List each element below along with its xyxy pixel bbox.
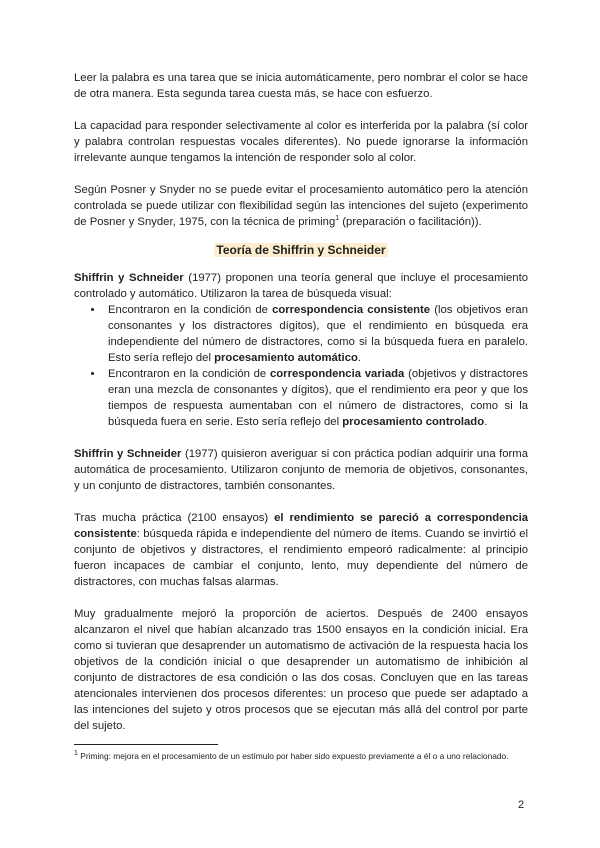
bullet-bold: correspondencia variada (269, 368, 405, 380)
footnote (74, 750, 528, 763)
footnote-text: Priming: mejora en el procesamiento de un estímulo por haber sido expuesto previamente a él o a uno relacionado. (77, 751, 509, 761)
bullet-text: (objetivos y distractores eran una mezcla de consonantes y dígitos), que el rendimiento era peor y que los tiempos de respuesta aumentaban con el número de distractores, como si la búsqueda fuera en serie. Esto sería reflejo del (108, 368, 528, 428)
posner-text-end: (preparación o facilitación)). (339, 216, 482, 228)
authors-bold: Shiffrin y Schneider (74, 272, 184, 284)
bullet-text: . (484, 416, 488, 428)
bullet-text: Encontraron en la condición de (108, 304, 273, 316)
paragraph-conclusion: Muy gradualmente mejoró la proporción de aciertos. Después de 2400 ensayos alcanzaron el nivel que habían alcanzado tras 1500 ensayos en la condición inicial. Era como si tuvieran que desaprender un automatismo de activación de la respuesta hacia los objetivos de la condición inicial o que desaprender un automatismo de inhibición al conjunto de distractores de esa condición o las dos cosas. Concluyen que en las tareas atencionales intervienen dos procesos diferentes: un proceso que puede ser adaptado a las intenciones del sujeto y otros procesos que se ejecutan más allá del control por parte del sujeto. (74, 608, 528, 732)
findings-list (74, 302, 528, 430)
bullet-bold: procesamiento controlado (342, 416, 485, 428)
page-body (74, 70, 528, 734)
footnote-marker: 1 (74, 750, 78, 758)
paragraph-practice-result (74, 510, 528, 590)
authors-bold: Shiffrin y Schneider (74, 448, 182, 460)
posner-text: Según Posner y Snyder no se puede evitar el procesamiento automático pero la atención controlada se puede utilizar con flexibilidad según las intenciones del sujeto (experimento de Posner y Snyder, 1975, con la técnica de priming (74, 184, 528, 228)
theory-intro-text: (1977) proponen una teoría general que incluye el procesamiento controlado y automático. Utilizaron la tarea de búsqueda visual: (74, 272, 528, 300)
bullet-text: . (357, 352, 362, 364)
practice-result-bold: el rendimiento se pareció a correspondencia consistente (74, 512, 529, 540)
paragraph-theory-intro (74, 270, 528, 302)
section-heading (74, 242, 528, 258)
list-item (104, 366, 528, 430)
footnote-divider (74, 744, 218, 745)
bullet-text: (los objetivos eran consonantes y los distractores dígitos), que el rendimiento en búsqueda era independiente del número de distractores, como si la búsqueda fuera en paralelo. Esto sería reflejo del (108, 304, 529, 364)
footnote-ref[interactable]: 1 (335, 215, 340, 223)
paragraph-posner-snyder (74, 182, 528, 230)
practice-result-text: : búsqueda rápida e independiente del número de ítems. Cuando se invirtió el conjunto de objetivos y distractores, el rendimiento empeoró radicalmente: al principio fueron incapaces de cambiar el conjunto, lento, muy dependiente del número de distractores, con muchas falsas alarmas. (74, 528, 528, 588)
bullet-bold: procesamiento automático (214, 352, 358, 364)
paragraph-stroop-reading: Leer la palabra es una tarea que se inicia automáticamente, pero nombrar el color se hace de otra manera. Esta segunda tarea cuesta más, se hace con esfuerzo. (74, 72, 528, 100)
bullet-bold: correspondencia consistente (272, 304, 431, 316)
section-heading-text: Teoría de Shiffrin y Schneider (216, 243, 386, 257)
bullet-text: Encontraron en la condición de (108, 368, 270, 380)
paragraph-selective-response: La capacidad para responder selectivamente al color es interferida por la palabra (sí color y palabra controlan respuestas vocales diferentes). No puede ignorarse la información irrelevante aunque tengamos la intención de responder solo al color. (74, 120, 528, 164)
page-number: 2 (518, 799, 525, 811)
list-item (104, 302, 528, 366)
paragraph-practice-question (74, 446, 528, 494)
practice-result-text: Tras mucha práctica (2100 ensayos) (74, 512, 275, 524)
practice-question-text: (1977) quisieron averiguar si con práctica podían adquirir una forma automática de procesamiento. Utilizaron conjunto de memoria de objetivos, consonantes, y un conjunto de distractores, también consonantes. (74, 448, 528, 492)
